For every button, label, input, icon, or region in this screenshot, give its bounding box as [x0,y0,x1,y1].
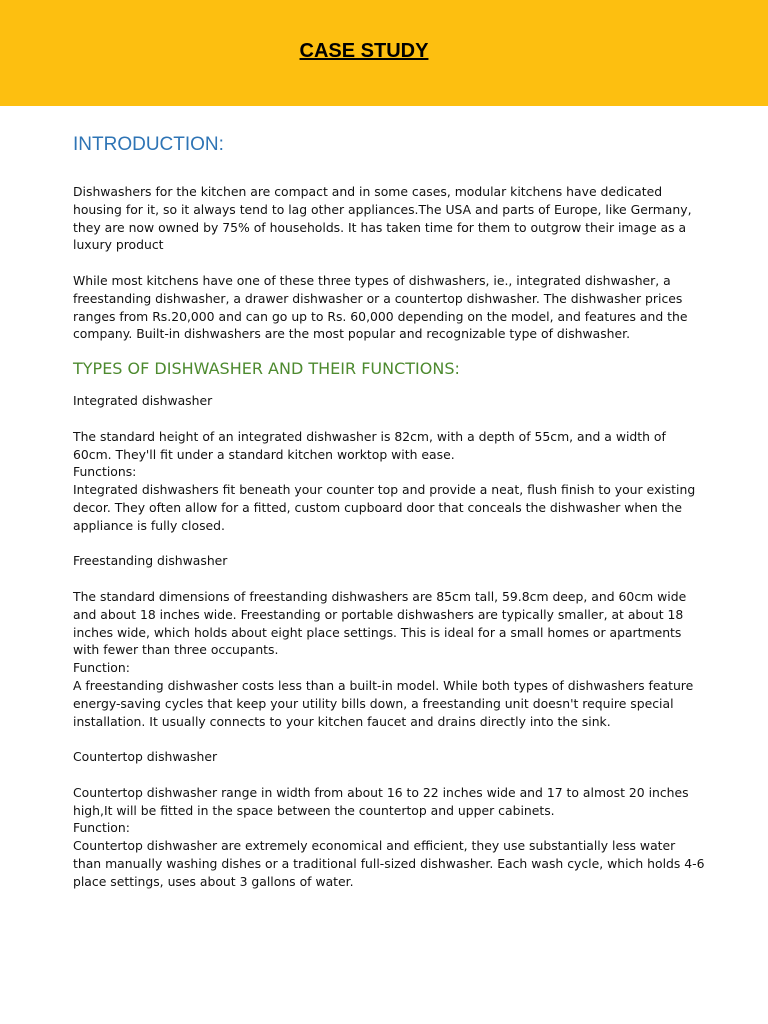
intro-paragraph-1: Dishwashers for the kitchen are compact and in some cases, modular kitchens have dedicated housing for it, so it always tend to lag other appliances.The USA and parts of Europe, like Germany, they are now owned by 75% of households. It has taken time for them to outgrow their image as a luxury product [73,184,692,253]
function-text: A freestanding dishwasher costs less than a built-in model. While both types of dishwashers feature energy-saving cycles that keep your utility bills down, a freestanding unit doesn't require special installation. It usually connects to your kitchen faucet and drains directly into the sink. [73,677,694,729]
function-text: Countertop dishwasher are extremely economical and efficient, they use substantially less water than manually washing dishes or a traditional full-sized dishwasher. Each wash cycle, which holds 4-6 place settings, uses about 3 gallons of water. [73,838,705,889]
intro-paragraph-2: While most kitchens have one of these three types of dishwashers, ie., integrated dishwasher, a freestanding dishwasher, a drawer dishwasher or a countertop dishwasher. The dishwasher prices ranges from Rs.20,000 and can go up to Rs. 60,000 depending on the model, and features and the company. Built-in dishwashers are the most popular and recognizable type of dishwasher. [73,272,688,342]
type-title: Integrated dishwasher [73,393,213,409]
type-description: The standard height of an integrated dishwasher is 82cm, with a depth of 55cm, and a width of 60cm. They'll fit under a standard kitchen worktop with ease. [73,428,666,462]
type-section-countertop [73,748,705,890]
types-heading: TYPES OF DISHWASHER AND THEIR FUNCTIONS: [73,359,460,379]
function-label: Functions: [73,464,137,480]
introduction-heading: INTRODUCTION: [73,134,224,155]
type-title: Freestanding dishwasher [73,553,228,569]
type-section-freestanding [73,552,705,730]
type-section-integrated [73,392,705,534]
type-description: The standard dimensions of freestanding dishwashers are 85cm tall, 59.8cm deep, and 60cm wide and about 18 inches wide. Freestanding or portable dishwashers are typically smaller, at about 18 inches wide, which holds about eight place settings. This is ideal for a small homes or apartments with fewer than three occupants. [73,588,687,658]
document-body [73,130,705,890]
function-label: Function: [73,820,130,836]
type-description: Countertop dishwasher range in width from about 16 to 22 inches wide and 17 to almost 20 inches high,It will be fitted in the space between the countertop and upper cabinets. [73,784,689,818]
header-banner [0,0,768,106]
function-label: Function: [73,660,130,676]
page-title: CASE STUDY [299,40,429,62]
function-text: Integrated dishwashers fit beneath your counter top and provide a neat, flush finish to your existing decor. They often allow for a fitted, custom cupboard door that conceals the dishwasher when the appliance is fully closed. [73,482,696,533]
type-title: Countertop dishwasher [73,749,218,765]
